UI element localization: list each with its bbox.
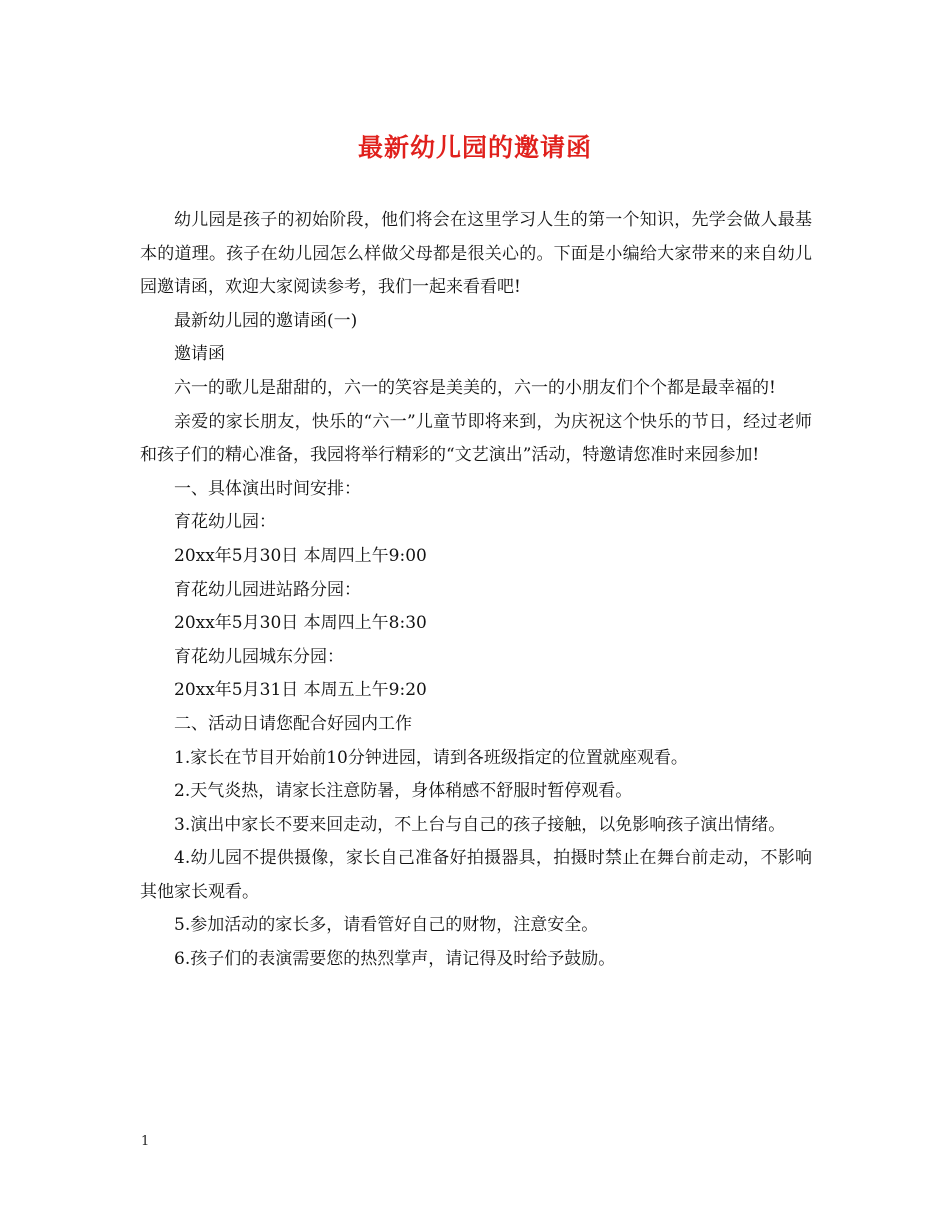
venue-time: 20xx年5月31日 本周五上午9:20: [174, 680, 427, 701]
notice-item: 2.天气炎热，请家长注意防暑，身体稍感不舒服时暂停观看。: [174, 781, 633, 802]
intro-paragraph: 幼儿园是孩子的初始阶段，他们将会在这里学习人生的第一个知识，先学会做人最基本的道理。孩子在幼儿园怎么样做父母都是很关心的。下面是小编给大家带来的来自幼儿园邀请函，欢迎大家阅读参考，我们一起来看看吧!: [140, 210, 812, 298]
venue-time: 20xx年5月30日 本周四上午8:30: [174, 613, 427, 634]
venue-name: 育花幼儿园进站路分园：: [174, 579, 361, 600]
schedule-heading: 一、具体演出时间安排：: [174, 478, 361, 499]
greeting-paragraph: 六一的歌儿是甜甜的，六一的笑容是美美的，六一的小朋友们个个都是最幸福的!: [174, 377, 776, 398]
venue-time: 20xx年5月30日 本周四上午9:00: [174, 545, 427, 566]
notice-item: 5.参加活动的家长多，请看管好自己的财物，注意安全。: [174, 915, 599, 936]
page-number: 1: [141, 1134, 150, 1149]
document-body: [140, 204, 812, 977]
notice-item: 3.演出中家长不要来回走动，不上台与自己的孩子接触，以免影响孩子演出情绪。: [174, 814, 786, 835]
venue-name: 育花幼儿园：: [174, 512, 276, 533]
section-heading: 最新幼儿园的邀请函(一): [174, 310, 358, 331]
invitation-paragraph: 亲爱的家长朋友，快乐的“六一”儿童节即将来到，为庆祝这个快乐的节日，经过老师和孩子们的精心准备，我园将举行精彩的“文艺演出”活动，特邀请您准时来园参加!: [140, 411, 812, 466]
letter-heading: 邀请函: [174, 344, 225, 365]
notice-item: 4.幼儿园不提供摄像，家长自己准备好拍摄器具，拍摄时禁止在舞台前走动，不影响其他家长观看。: [140, 848, 812, 902]
notice-item: 6.孩子们的表演需要您的热烈掌声，请记得及时给予鼓励。: [174, 949, 616, 970]
notice-item: 1.家长在节目开始前10分钟进园，请到各班级指定的位置就座观看。: [174, 747, 688, 768]
document-title: 最新幼儿园的邀请函: [357, 133, 592, 162]
venue-name: 育花幼儿园城东分园：: [174, 646, 344, 667]
notice-heading: 二、活动日请您配合好园内工作: [174, 713, 412, 734]
